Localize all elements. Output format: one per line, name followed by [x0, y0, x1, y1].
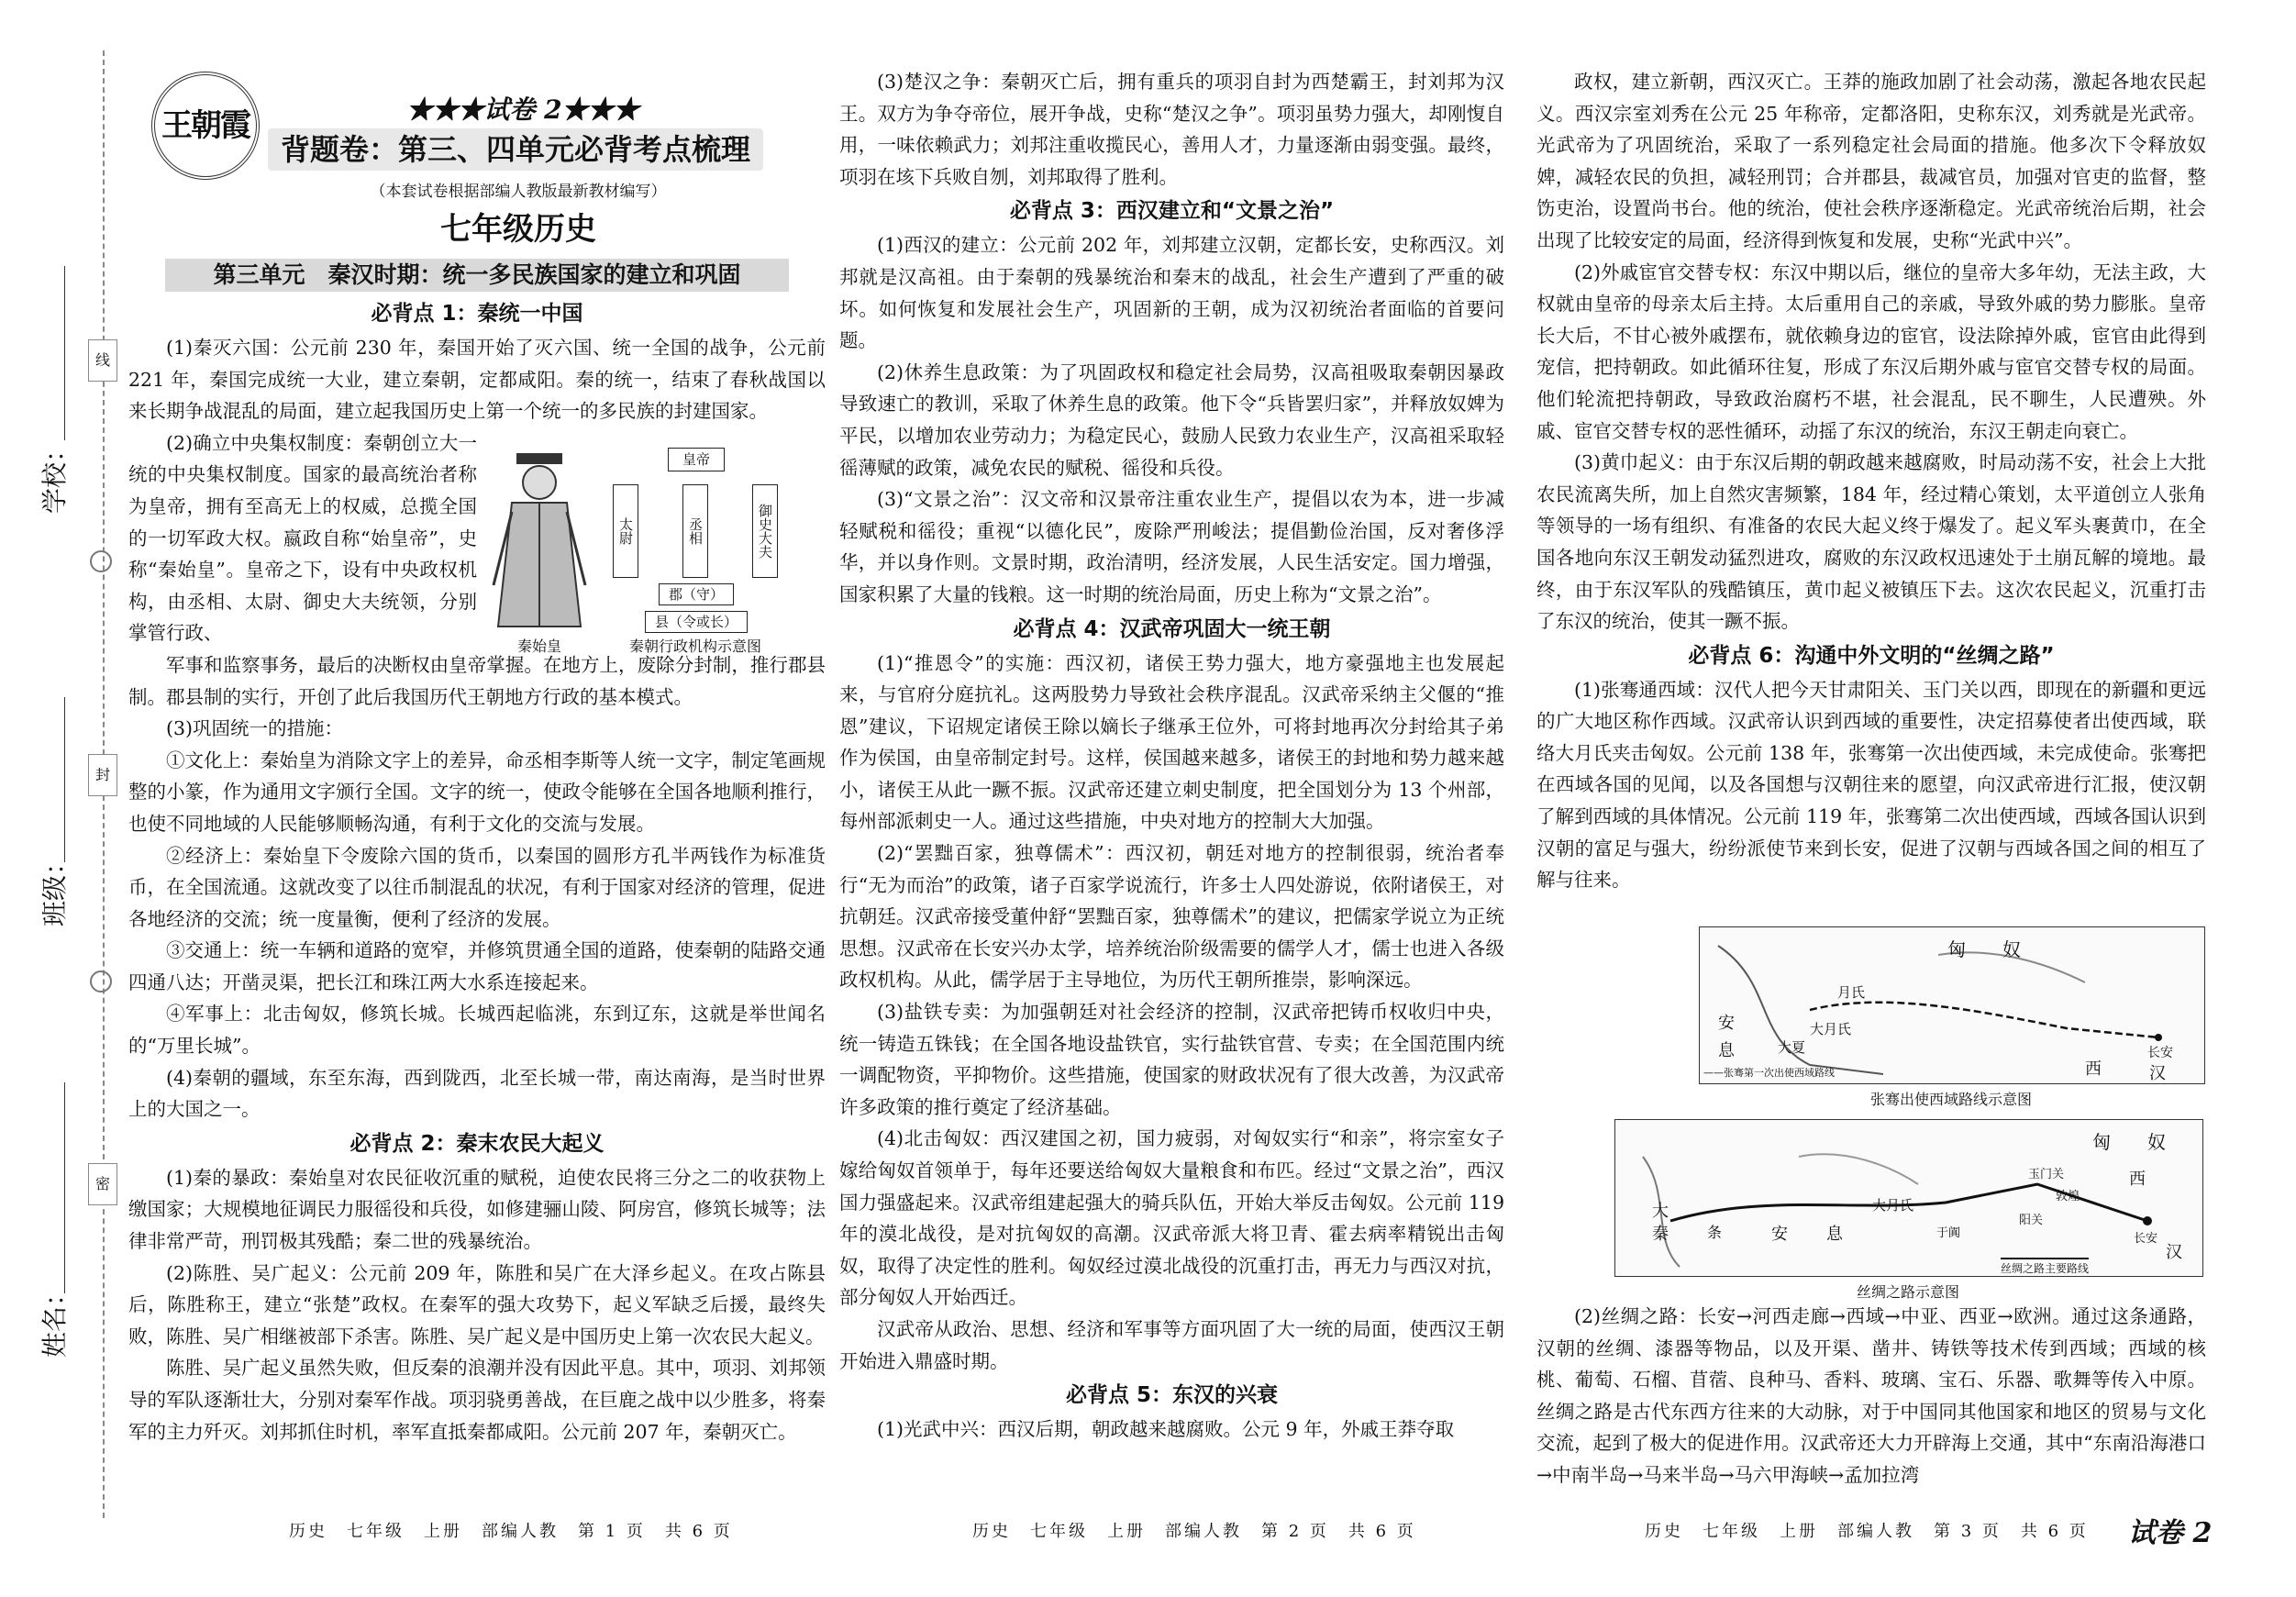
- map1-label: 安: [1718, 1014, 1735, 1033]
- map2-label: 秦: [1652, 1225, 1669, 1244]
- paragraph: 陈胜、吴广起义虽然失败，但反秦的浪潮并没有因此平息。其中，项羽、刘邦领导的军队逐渐壮大，分别对秦军作战。项羽骁勇善战，在巨鹿之战中以少胜多，将秦军的主力歼灭。刘邦抓住时机，率军直抵秦都咸阳。公元前 207 年，秦朝灭亡。: [128, 1357, 826, 1443]
- jun-box: 郡（守）: [659, 583, 734, 605]
- xian-box: 县（令或长）: [645, 611, 748, 633]
- map2-label: 大月氏: [1872, 1197, 1914, 1214]
- brand-logo: [151, 72, 260, 180]
- paragraph: (1)秦的暴政：秦始皇对农民征收沉重的赋税，迫使农民将三分之二的收获物上缴国家；大规模地征调民力服徭役和兵役，如修建骊山陵、阿房宫，修筑长城等；法律非常严苛，刑罚极其残酷；秦二世的残暴统治。: [128, 1166, 826, 1253]
- map1-label: 奴: [2002, 938, 2021, 960]
- map1-caption: 张骞出使西域路线示意图: [1869, 1091, 2032, 1108]
- page-footer-3: 历史 七年级 上册 部编人教 第 3 页 共 6 页: [1645, 1522, 2089, 1541]
- taiwei-box: 太尉: [613, 484, 638, 578]
- map2-label: 敦煌: [2056, 1190, 2080, 1203]
- paragraph: (2)外戚宦官交替专权：东汉中期以后，继位的皇帝大多年幼，无法主政，大权就由皇帝的母亲太后主持。太后重用自己的亲戚，导致外戚的势力膨胀。皇帝长大后，不甘心被外戚摆布，就依赖身边的宦官，设法除掉外戚，宦官由此得到宠信，把持朝政。如此循环往复，形成了东汉后期外戚与宦官交替专权的局面。他们轮流把持朝政，导致政治腐朽不堪，社会混乱，民不聊生，人民遭殃。外戚、宦官交替专权的恶性循环，动摇了东汉的统治，东汉王朝走向衰亡。: [1536, 261, 2206, 442]
- map1-label: 大月氏: [1810, 1021, 1852, 1037]
- map2-label: 息: [1826, 1225, 1843, 1244]
- paragraph: (4)北击匈奴：西汉建国之初，国力疲弱，对匈奴实行“和亲”，将宗室女子嫁给匈奴首领单于，每年还要送给匈奴大量粮食和布匹。经过“文景之治”，西汉国力强盛起来。汉武帝组建起强大的骑兵队伍，开始大举反击匈奴。公元前 119 年的漠北战役，是对抗匈奴的高潮。汉武帝派大将卫青、霍去病率精锐出击匈奴，取得了决定性的胜利。匈奴经过漠北战役的沉重打击，再无力与西汉对抗，部分匈奴人开始西迁。: [839, 1127, 1504, 1309]
- punch-hole: [90, 970, 112, 993]
- school-label: 学校：: [39, 436, 70, 514]
- paragraph: (1)西汉的建立：公元前 202 年，刘邦建立汉朝，定都长安，史称西汉。刘邦就是汉高祖。由于秦朝的残暴统治和秦末的战乱，社会生产遭到了严重的破坏。如何恢复和发展社会生产，巩固新的王朝，成为汉初统治者面临的首要问题。: [839, 234, 1504, 352]
- map1-label: 长安: [2147, 1046, 2173, 1060]
- map2-label: 条: [1707, 1224, 1723, 1241]
- grade-subject: 七年级历史: [440, 211, 596, 248]
- map1-label: 大夏: [1778, 1039, 1806, 1056]
- paragraph: (3)盐铁专卖：为加强朝廷对社会经济的控制，汉武帝把铸币权收归中央，统一铸造五铢钱；在全国各地设盐铁官，实行盐铁官营、专卖；在全国范围内统一调配物资，平抑物价。这些措施，使国家的财政状况有了很大改善，为汉武帝许多政策的推行奠定了经济基础。: [839, 1001, 1504, 1118]
- map2-label: 长安: [2134, 1232, 2158, 1246]
- paragraph: (2)休养生息政策：为了巩固政权和稳定社会局势，汉高祖吸取秦朝因暴政导致速亡的教训，采取了休养生息的政策。他下令“兵皆罢归家”，并释放奴婢为平民，以增加农业劳动力；为稳定民心，鼓励人民致力农业生产，汉高祖采取轻徭薄赋的政策，减免农民的赋税、徭役和兵役。: [839, 360, 1504, 479]
- diagram-caption: 秦朝行政机构示意图: [628, 638, 761, 655]
- paragraph: (2)陈胜、吴广起义：公元前 209 年，陈胜和吴广在大泽乡起义。在攻占陈县后，陈胜称王，建立“张楚”政权。在秦军的强大攻势下，起义军缺乏后援，最终失败，陈胜、吴广相继被部下杀害。陈胜、吴广起义是中国历史上第一次农民大起义。: [128, 1261, 826, 1347]
- page-subtitle: （本套试卷根据部编人教版最新教材编写）: [370, 183, 667, 201]
- section-heading: 必背点 2：秦末农民大起义: [349, 1131, 605, 1156]
- paragraph: (1)光武中兴：西汉后期，朝政越来越腐败。公元 9 年，外戚王莽夺取: [877, 1418, 1455, 1441]
- class-label: 班级：: [39, 848, 70, 926]
- map2-legend: 丝绸之路主要路线: [2001, 1258, 2089, 1276]
- class-blank[interactable]: [64, 697, 65, 862]
- paragraph: ②经济上：秦始皇下令废除六国的货币，以秦国的圆形方孔半两钱作为标准货币，在全国流通。这就改变了以往币制混乱的状况，有利于国家对经济的管理，促进各地经济的交流；统一度量衡，便利了经济的发展。: [128, 844, 826, 930]
- paragraph: (3)“文景之治”：汉文帝和汉景帝注重农业生产，提倡以农为本，进一步减轻赋税和徭役；重视“以德化民”，废除严刑峻法；提倡勤俭治国，反对奢侈浮华，并以身作则。文景时期，政治清明，经济发展，人民生活安定。国力增强，国家积累了大量的钱粮。这一时期的统治局面，历史上称为“文景之治”。: [839, 488, 1504, 605]
- name-blank[interactable]: [64, 1082, 65, 1293]
- map2-label: 汉: [2166, 1243, 2182, 1262]
- paragraph: (3)楚汉之争：秦朝灭亡后，拥有重兵的项羽自封为西楚霸王，封刘邦为汉王。双方为争夺帝位，展开争战，史称“楚汉之争”。项羽虽势力强大，却刚愎自用，一味依赖武力；刘邦注重收揽民心，善用人才，力量逐渐由弱变强。最终，项羽在垓下兵败自刎，刘邦取得了胜利。: [839, 71, 1504, 188]
- unit-heading: 第三单元 秦汉时期：统一多民族国家的建立和巩固: [165, 259, 789, 292]
- paragraph: 军事和监察事务，最后的决断权由皇帝掌握。在地方上，废除分封制，推行郡县制。郡县制的实行，开创了此后我国历代王朝地方行政的基本模式。: [128, 653, 826, 708]
- punch-hole: [90, 550, 112, 572]
- paragraph: (2)丝绸之路：长安→河西走廊→西域→中亚、西亚→欧洲。通过这条通路，汉朝的丝绸、漆器等物品，以及开渠、凿井、铸铁等技术传到西域；西域的核桃、葡萄、石榴、苜蓿、良种马、香料、玻璃、宝石、乐器、歌舞等传入中原。丝绸之路是古代东西方往来的大动脉，对于中国同其他国家和地区的贸易与文化交流，起到了极大的促进作用。汉武帝还大力开辟海上交通，其中“东南沿海港口→中南半岛→马来半岛→马六甲海峡→孟加拉湾: [1536, 1305, 2206, 1486]
- paragraph: ④军事上：北击匈奴，修筑长城。长城西起临洮，东到辽东，这就是举世闻名的“万里长城”。: [128, 1003, 826, 1058]
- map2-label: 玉门关: [2028, 1168, 2065, 1181]
- section-heading: 必背点 1：秦统一中国: [371, 302, 583, 326]
- paragraph: (2)确立中央集权制度：秦朝创立大一统的中央集权制度。国家的最高统治者称为皇帝，拥有至高无上的权威，总揽全国的一切军政大权。嬴政自称“始皇帝”，史称“秦始皇”。皇帝之下，设有中央政权机构，由丞相、太尉、御史大夫统领，分别掌管行政、: [128, 431, 477, 645]
- column-3-top: [1536, 66, 2206, 896]
- page-footer-1: 历史 七年级 上册 部编人教 第 1 页 共 6 页: [289, 1522, 733, 1541]
- seal-mark-feng: 封: [88, 754, 117, 796]
- paragraph: 汉武帝从政治、思想、经济和军事等方面巩固了大一统的局面，使西汉王朝开始进入鼎盛时期。: [839, 1317, 1504, 1372]
- qin-figure: [489, 448, 792, 659]
- logo-text: 王朝霞: [161, 107, 250, 144]
- map2-label: 奴: [2147, 1131, 2166, 1153]
- paragraph: ③交通上：统一车辆和道路的宽窄，并修筑贯通全国的道路，使秦朝的陆路交通四通八达；开凿灵渠，把长江和珠江两大水系连接起来。: [128, 939, 826, 993]
- name-label: 姓名：: [39, 1280, 70, 1358]
- paragraph: (1)“推恩令”的实施：西汉初，诸侯王势力强大，地方豪强地主也发展起来，与官府分庭抗礼。这两股势力导致社会秩序混乱。汉武帝采纳主父偃的“推恩”建议，下诏规定诸侯王除以嫡长子继承王位外，可将封地再次分封给其子弟作为侯国，由皇帝制定封号。这样，侯国越来越多，诸侯王的封地和势力越来越小，诸侯王从此一蹶不振。汉武帝还建立刺史制度，把全国划分为 13 个州部，每州部派刺史一人。通过这些措施，中央对地方的控制大大加强。: [839, 651, 1504, 833]
- silk-road-map: [1614, 1119, 2203, 1277]
- paragraph: (1)张骞通西域：汉代人把今天甘肃阳关、玉门关以西，即现在的新疆和更远的广大地区称作西域。汉武帝认识到西域的重要性，决定招募使者出使西域，联络大月氏夹击匈奴。公元前 138 年，张骞第一次出使西域，未完成使命。张骞把在西域各国的见闻，以及各国想与汉朝往来的愿望，向汉武帝进行汇报，使汉朝了解到西域的具体情况。公元前 119 年，张骞第二次出使西域，西域各国认识到汉朝的富足与强大，纷纷派使节来到长安，促进了汉朝与西域各国之间的相互了解与往来。: [1536, 678, 2206, 892]
- column-3-bottom: [1536, 1301, 2206, 1492]
- map1-label: 息: [1718, 1041, 1735, 1060]
- paragraph: 政权，建立新朝，西汉灭亡。王莽的施政加剧了社会动荡，激起各地农民起义。西汉宗室刘秀在公元 25 年称帝，定都洛阳，史称东汉，刘秀就是光武帝。光武帝为了巩固统治，采取了一系列稳定社会局面的措施。他多次下令释放奴婢，减轻农民的负担，减轻刑罚；合并郡县，裁减官员，加强对官吏的监督，整饬吏治，设置尚书台。他的统治，使社会秩序逐渐稳定。光武帝统治后期，社会出现了比较安定的局面，经济得到恢复和发展，史称“光武中兴”。: [1536, 71, 2206, 251]
- paragraph: (1)秦灭六国：公元前 230 年，秦国开始了灭六国、统一全国的战争，公元前 221 年，秦国完成统一大业，建立秦朝，定都咸阳。秦的统一，结束了春秋战国以来长期争战混乱的局面，建立起我国历史上第一个统一的多民族的封建国家。: [128, 337, 826, 423]
- map1-label: 西: [2085, 1059, 2102, 1079]
- paragraph: (3)黄巾起义：由于东汉后期的朝政越来越腐败，时局动荡不安，社会上大批农民流离失所，加上自然灾害频繁，184 年，经过精心策划，太平道创立人张角等领导的一场有组织、有准备的农民大起义终于爆发了。起义军头裹黄巾，在全国各地向东汉王朝发动猛烈进攻，腐败的东汉政权迅速处于土崩瓦解的境地。最终，由于东汉军队的残酷镇压，黄巾起义被镇压下去。这次农民起义，沉重打击了东汉的统治，使其一蹶不振。: [1536, 451, 2206, 633]
- section-heading: 必背点 5：东汉的兴衰: [1065, 1383, 1278, 1408]
- section-heading: 必背点 6：沟通中外文明的“丝绸之路”: [1688, 643, 2055, 668]
- yushi-box: 御史大夫: [752, 484, 778, 578]
- emperor-box: 皇帝: [668, 448, 725, 471]
- portrait-caption: 秦始皇: [516, 638, 561, 655]
- map2-label: 西: [2129, 1170, 2146, 1189]
- seal-mark-mi: 密: [88, 1163, 117, 1205]
- admin-diagram: [604, 448, 787, 631]
- map1-label: 月氏: [1837, 984, 1866, 1001]
- zhang-qian-map: [1699, 926, 2205, 1084]
- paragraph: (4)秦朝的疆域，东至东海，西到陇西，北至长城一带，南达南海，是当时世界上的大国之一。: [128, 1066, 826, 1121]
- chengxiang-box: 丞相: [682, 484, 708, 578]
- page-title: 背题卷：第三、四单元必背考点梳理: [268, 128, 763, 171]
- qin-shihuang-portrait: [489, 448, 590, 631]
- map1-legend: ——张骞第一次出使西域路线: [1703, 1067, 1835, 1079]
- footer-exam-tag: 试卷 2: [2128, 1517, 2213, 1549]
- section-heading: 必背点 4：汉武帝巩固大一统王朝: [1013, 616, 1331, 641]
- map1-label: 汉: [2149, 1064, 2166, 1083]
- paragraph: ①文化上：秦始皇为消除文字上的差异，命丞相李斯等人统一文字，制定笔画规整的小篆，作为通用文字颁行全国。文字的统一，使政令能够在全国各地顺利推行，也使不同地域的人民能够顺畅沟通，有利于文化的交流与发展。: [128, 749, 826, 835]
- map2-label: 阳关: [2019, 1214, 2044, 1227]
- section-heading: 必背点 3：西汉建立和“文景之治”: [1009, 199, 1335, 224]
- map2-label: 安: [1771, 1225, 1788, 1244]
- map1-label: 匈: [1947, 938, 1966, 960]
- column-2: [839, 66, 1504, 1446]
- seal-mark-xian: 线: [88, 339, 117, 382]
- exam-number: ★★★试卷 2★★★: [406, 94, 639, 125]
- page-footer-2: 历史 七年级 上册 部编人教 第 2 页 共 6 页: [972, 1522, 1416, 1541]
- map2-label: 匈: [2092, 1131, 2111, 1153]
- map2-caption: 丝绸之路示意图: [1856, 1283, 1959, 1301]
- map2-label: 于阗: [1936, 1226, 1961, 1240]
- school-blank[interactable]: [64, 266, 65, 440]
- paragraph: (3)巩固统一的措施：: [166, 717, 344, 740]
- map2-label: 大: [1652, 1202, 1669, 1221]
- paragraph: (2)“罢黜百家，独尊儒术”：西汉初，朝廷对地方的控制很弱，统治者奉行“无为而治”的政策，诸子百家学说流行，许多士人四处游说，依附诸侯王，对抗朝廷。汉武帝接受董仲舒“罢黜百家，独尊儒术”的建议，把儒家学说立为正统思想。汉武帝在长安兴办太学，培养统治阶级需要的儒学人才，儒士也进入各级政权机构。从此，儒学居于主导地位，为历代王朝所推崇，影响深远。: [839, 842, 1504, 992]
